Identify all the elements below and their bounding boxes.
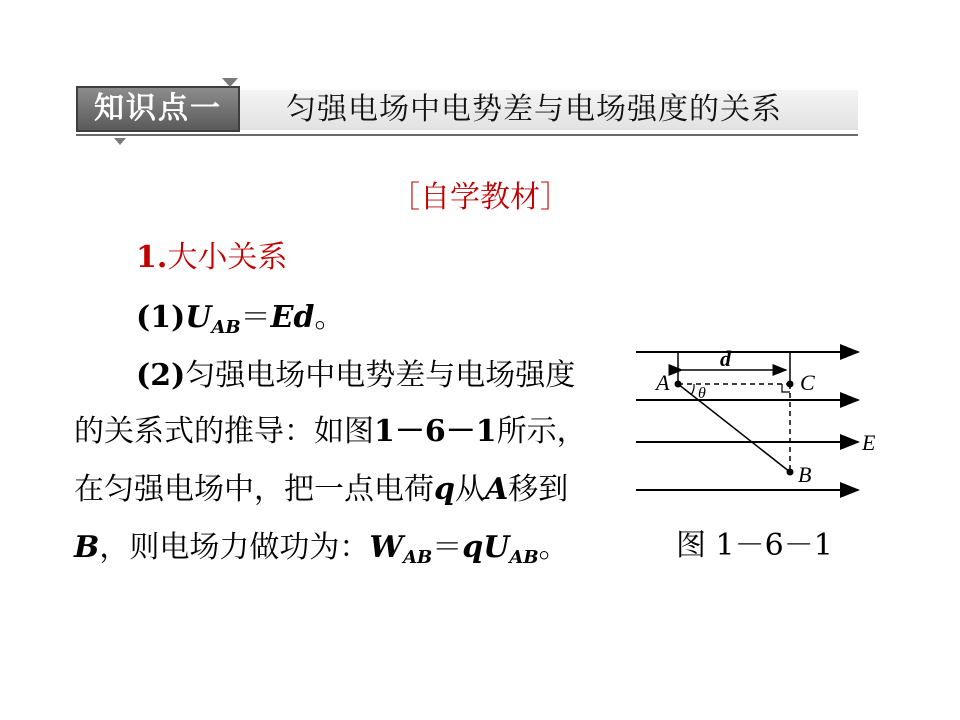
- line3-text-b: 从: [454, 472, 485, 507]
- symbol-w: W: [369, 530, 404, 565]
- equals-sign: ＝: [240, 300, 271, 335]
- point-b: [787, 469, 794, 476]
- symbol-q: q: [434, 472, 455, 507]
- paragraph-line-2: [74, 414, 587, 450]
- heading-text: 大小关系: [167, 240, 288, 275]
- label-a: A: [656, 370, 670, 395]
- item-number-1: (1): [136, 300, 186, 335]
- section-banner: [76, 86, 858, 134]
- period: 。: [314, 300, 345, 335]
- line4-text-a: ，则电场力做功为：: [99, 530, 370, 565]
- figure-reference: 1－6－1: [374, 414, 497, 449]
- knowledge-point-tag: 知识点一: [76, 86, 240, 132]
- self-study-subhead: ［自学教材］: [390, 180, 570, 215]
- symbol-a: A: [484, 472, 509, 507]
- symbol-u: U: [185, 300, 212, 335]
- ab-line: [678, 384, 790, 472]
- label-c: C: [800, 370, 815, 395]
- figure-caption: 图 1－6－1: [676, 528, 833, 563]
- label-theta: θ: [698, 385, 706, 402]
- line3-text-a: 在匀强电场中，把一点电荷: [74, 472, 434, 507]
- subscript-ab: AB: [211, 317, 241, 338]
- field-diagram: [630, 340, 880, 510]
- section-heading: [136, 240, 287, 276]
- subscript-ab-2: AB: [509, 547, 539, 568]
- point-c: [787, 381, 794, 388]
- symbol-qu: qU: [462, 530, 510, 565]
- label-d: d: [720, 346, 731, 371]
- paragraph-line-1: [136, 358, 575, 394]
- banner-title: 匀强电场中电势差与电场强度的关系: [286, 92, 782, 127]
- line2-text-b: 所示，: [496, 414, 587, 449]
- item-number-2: (2): [136, 358, 186, 393]
- banner-underline: [76, 134, 858, 136]
- subscript-ab-1: AB: [403, 547, 433, 568]
- label-b: B: [798, 462, 812, 487]
- formula-line: [136, 300, 344, 336]
- symbol-b: B: [74, 530, 100, 565]
- symbol-ed: Ed: [270, 300, 315, 335]
- angle-arc-icon: [691, 384, 694, 395]
- paragraph-line-4: [74, 530, 569, 566]
- heading-number: 1.: [136, 240, 168, 275]
- equals-sign-2: ＝: [432, 530, 463, 565]
- field-diagram-svg: [630, 340, 880, 510]
- line3-text-c: 移到: [508, 472, 569, 507]
- tag-notch-top-icon: [222, 78, 238, 87]
- line1-text: 匀强电场中电势差与电场强度: [185, 358, 576, 393]
- tag-notch-bottom-icon: [114, 138, 126, 145]
- period-2: 。: [538, 530, 569, 565]
- point-a: [675, 381, 682, 388]
- label-e: E: [862, 430, 876, 455]
- paragraph-line-3: [74, 472, 568, 508]
- line2-text-a: 的关系式的推导：如图: [74, 414, 374, 449]
